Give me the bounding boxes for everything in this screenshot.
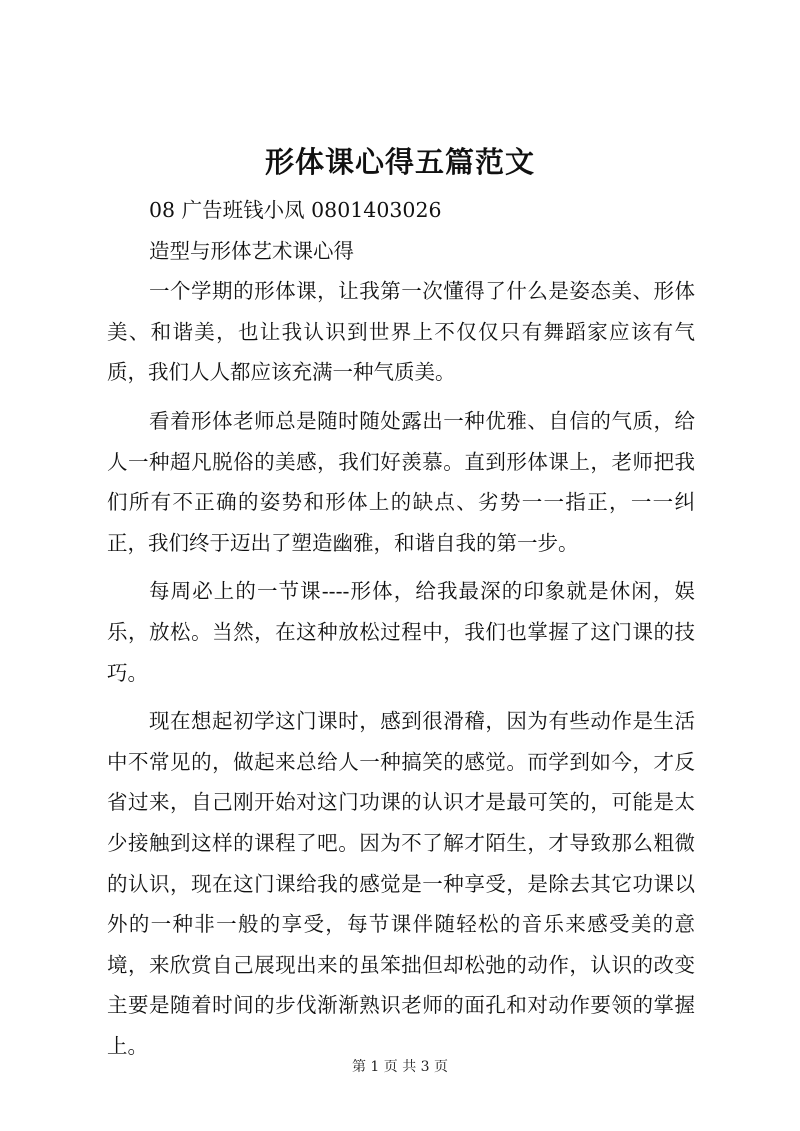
subtitle-line: 造型与形体艺术课心得 bbox=[149, 238, 354, 263]
document-body bbox=[107, 190, 695, 1066]
paragraph: 每周必上的一节课----形体，给我最深的印象就是休闲，娱乐，放松。当然，在这种放松过程中，我们也掌握了这门课的技巧。 bbox=[107, 579, 695, 685]
paragraph: 看着形体老师总是随时随处露出一种优雅、自信的气质，给人一种超凡脱俗的美感，我们好羡慕。直到形体课上，老师把我们所有不正确的姿势和形体上的缺点、劣势一一指正，一一纠正，我们终于迈出了塑造幽雅，和谐自我的第一步。 bbox=[107, 408, 695, 555]
document-title: 形体课心得五篇范文 bbox=[264, 145, 535, 179]
paragraph: 一个学期的形体课，让我第一次懂得了什么是姿态美、形体美、和谐美，也让我认识到世界上不仅仅只有舞蹈家应该有气质，我们人人都应该充满一种气质美。 bbox=[107, 279, 695, 385]
author-line: 08 广告班钱小凤 0801403026 bbox=[149, 198, 442, 222]
paragraph: 现在想起初学这门课时，感到很滑稽，因为有些动作是生活中不常见的，做起来总给人一种搞笑的感觉。而学到如今，才反省过来，自己刚开始对这门功课的认识才是最可笑的，可能是太少接触到这样的课程了吧。因为不了解才陌生，才导致那么粗微的认识，现在这门课给我的感觉是一种享受，是除去其它功课以外的一种非一般的享受，每节课伴随轻松的音乐来感受美的意境，来欣赏自己展现出来的虽笨拙但却松弛的动作，认识的改变主要是随着时间的步伐渐渐熟识老师的面孔和对动作要领的掌握上。 bbox=[107, 709, 695, 1058]
page-footer: 第 1 页 共 3 页 bbox=[351, 1059, 449, 1075]
